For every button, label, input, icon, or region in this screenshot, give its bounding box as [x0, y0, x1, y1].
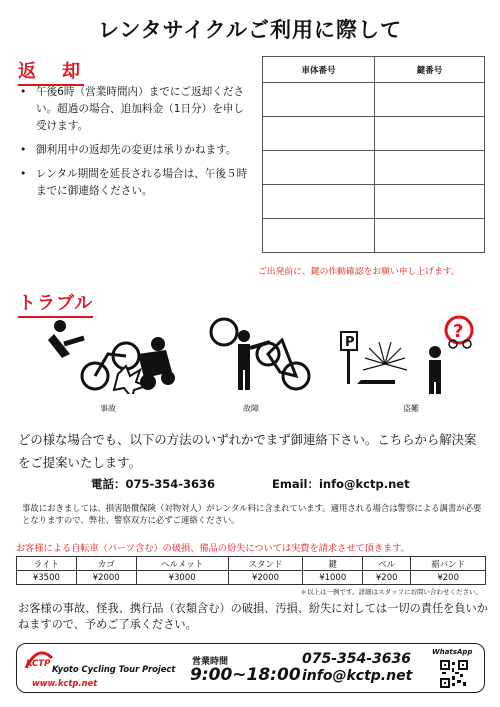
accident-icon — [40, 314, 180, 394]
return-item: • レンタル期間を延長される場合は、午後５時までに御連絡ください。 — [20, 166, 252, 200]
table-row — [263, 151, 485, 185]
table-row — [17, 571, 486, 585]
fee-item: カゴ — [76, 557, 136, 571]
table-row — [263, 185, 485, 219]
fees-footnote: ＊以上は一例です。詳細はスタッフにお問い合わせください。 — [300, 588, 482, 596]
logo-text: Kyoto Cycling Tour Project — [52, 664, 176, 674]
footer-email[interactable]: info@kctp.net — [302, 668, 413, 684]
business-hours: 9:00~18:00 — [190, 665, 301, 685]
svg-text:?: ? — [453, 321, 464, 342]
footer-phone[interactable]: 075-354-3636 — [302, 651, 412, 667]
svg-text:P: P — [345, 335, 355, 350]
return-item: • 午後6時（営業時間内）までにご返却ください。超過の場合、追加料金（1日分）を申し受けます。 — [20, 84, 252, 135]
trouble-instructions: どの様な場合でも、以下の方法のいずれかでまず御連絡下さい。こちらから解決案をご提案いたします。 — [18, 432, 477, 470]
fee-item: ライト — [17, 557, 77, 571]
table-row — [263, 219, 485, 253]
qr-code-icon[interactable] — [440, 660, 468, 688]
accident-caption: 事故 — [100, 404, 116, 413]
key-number-table — [262, 56, 485, 253]
whatsapp-label: WhatsApp — [432, 648, 473, 656]
return-item: • 御利用中の返却先の変更は承りかねます。 — [20, 142, 252, 159]
return-list — [20, 84, 252, 207]
disclaimer: お客様の事故、怪我、携行品（衣類含む）の破損、汚損、紛失に対しては一切の責任を負いかねますので、予めご了承ください。 — [18, 602, 488, 631]
contact-phone[interactable]: 電話：075-354-3636 — [91, 477, 216, 491]
fee-item: ヘルメット — [136, 557, 228, 571]
return-heading: 返 却 — [18, 57, 84, 86]
website-link[interactable]: www.kctp.net — [32, 678, 98, 688]
fee-price: ¥200 — [411, 571, 486, 585]
frame-number-header: 車体番号 — [263, 57, 375, 83]
contact-email[interactable]: Email：info@kctp.net — [272, 477, 410, 491]
fee-item: スタンド — [228, 557, 303, 571]
fee-price: ¥2000 — [76, 571, 136, 585]
fee-price: ¥200 — [363, 571, 411, 585]
breakdown-caption: 故障 — [243, 404, 259, 413]
page-title: レンタサイクルご利用に際して — [97, 18, 403, 42]
fees-table — [16, 556, 486, 585]
fee-price: ¥3000 — [136, 571, 228, 585]
fee-price: ¥3500 — [17, 571, 77, 585]
fee-price: ¥2000 — [228, 571, 303, 585]
table-row — [263, 83, 485, 117]
table-row — [263, 117, 485, 151]
insurance-note: 事故におきましては、損害賠償保険（対物対人）がレンタル料に含まれています。適用される場合は警察による調書が必要となりますので、弊社、警察双方に必ずご連絡ください。 — [22, 503, 482, 525]
fee-item: 裾バンド — [411, 557, 486, 571]
key-check-note: ご出発前に、鍵の作動確認をお願い申し上げます。 — [258, 267, 460, 277]
breakdown-icon — [208, 314, 318, 394]
table-row — [17, 557, 486, 571]
fees-heading: お客様による自転車（パーツ含む）の破損、備品の紛失については実費を請求させて頂きます。 — [16, 543, 410, 554]
fee-item: 鍵 — [303, 557, 363, 571]
theft-caption: 盗難 — [403, 404, 419, 413]
trouble-heading: トラブル — [18, 289, 93, 318]
fee-item: ベル — [363, 557, 411, 571]
theft-icon — [335, 314, 480, 394]
hours-label: 営業時間 — [192, 657, 229, 667]
key-number-header: 鍵番号 — [375, 57, 485, 83]
logo-letters: KCTP — [26, 659, 51, 669]
fee-price: ¥1000 — [303, 571, 363, 585]
